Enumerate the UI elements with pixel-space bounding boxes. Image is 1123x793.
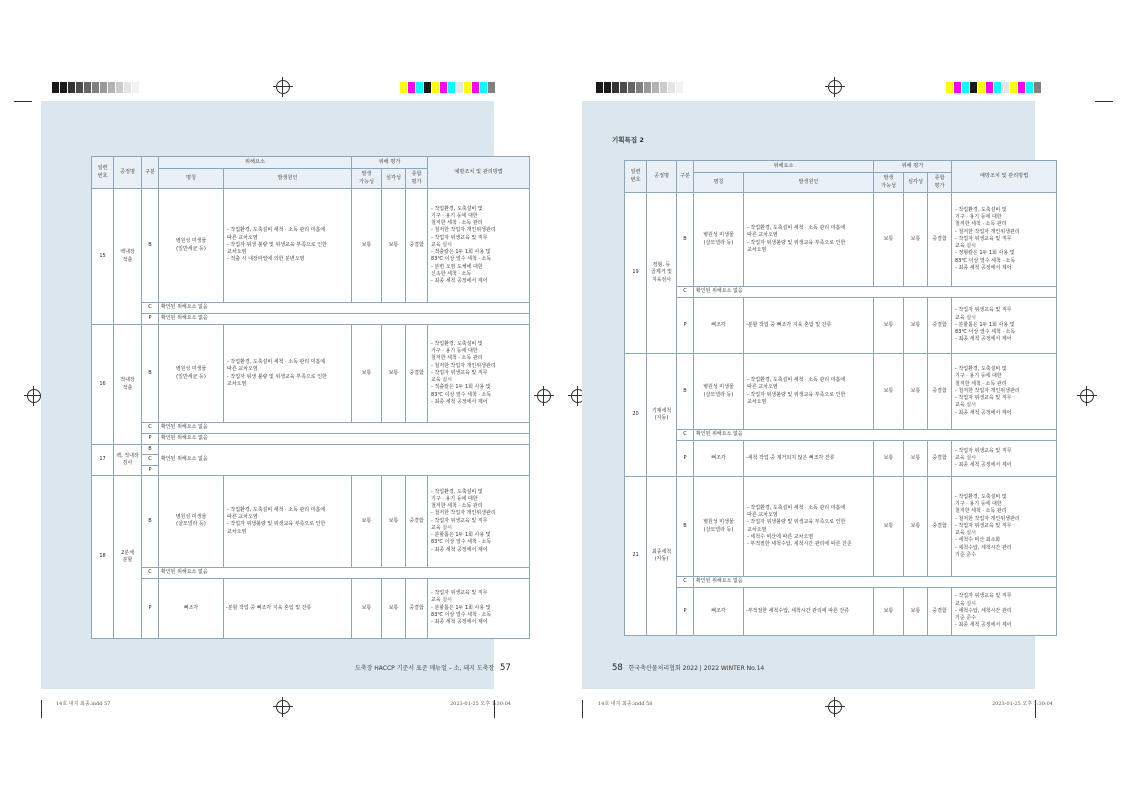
header-cause: 발생원인 [744,173,874,193]
footer-right [612,663,764,673]
page-number: 57 [499,663,511,673]
registration-mark-icon [537,389,551,403]
class-cell: B [142,325,159,423]
hazard-name: 병원성 미생물 (살모넬라 등) [694,193,744,287]
overall: 중결함 [928,477,952,577]
action: - 작업환경, 도축설비 및 기구 · 용기 등에 대한 철저한 세척 · 소독 관리 - 철저한 작업자 개인위생관리 - 작업자 위생교육 및 직무 교육 실시 - 정형칼은 1두 1회 사용 및 83℃ 이상 열수 세척 · 소독 - 최종 세척 공정에서 제어 [952,193,1057,287]
table-row [92,325,530,423]
severity: 보통 [382,325,406,423]
overall: 중결함 [928,354,952,430]
overall: 중결함 [928,441,952,477]
overall: 중결함 [406,325,428,423]
table-row [92,189,530,303]
overall: 중결함 [928,588,952,636]
action: - 작업환경, 도축설비 및 기구 · 용기 등에 대한 철저한 세척 · 소독 관리 - 철저한 작업자 개인위생관리 - 작업자 위생교육 및 직무 교육 실시 - 세척수 비산 최소화 - 세척수압, 세척시간 관리 기준 준수 [952,477,1057,577]
slug-date-right: 2023-01-25 오후 1:30:04 [992,701,1053,707]
likelihood: 보통 [874,441,904,477]
overall: 중결함 [406,578,428,638]
table-row [92,445,530,455]
row-process: 최종세척 (자동) [647,477,677,636]
severity: 보통 [904,588,928,636]
no-hazard-note: 확인된 위해요소 없음 [159,423,530,434]
class-cell: C [142,455,159,465]
severity: 보통 [904,193,928,287]
likelihood: 보통 [352,325,382,423]
action: - 작업자 위생교육 및 직무 교육 실시 - 분할톱은 1두 1회 사용 및 83℃ 이상 열수 세척 · 소독 - 최종 세척 공정에서 제어 [428,578,530,638]
class-cell: B [142,445,159,455]
row-process: 백, 적내장 검사 [114,445,142,476]
likelihood: 보통 [874,477,904,577]
likelihood: 보통 [874,193,904,287]
header-hazard: 위해요소 [694,161,874,173]
table-row [625,354,1057,430]
header-likelihood: 발생 가능성 [874,173,904,193]
class-cell: P [677,298,694,354]
action: - 작업환경, 도축설비 및 기구 · 용기 등에 대한 철저한 세척 · 소독 관리 - 철저한 작업자 개인위생관리 - 작업자 위생교육 및 직무 교육 실시 - 적출칼은 1두 1회 사용 및 83℃ 이상 열수 세척 · 소독 - 분변 오염 도체에 대한 신속한 세척 · 소독 - 최종 세척 공정에서 제어 [428,189,530,303]
action: - 작업환경, 도축설비 및 기구 · 용기 등에 대한 철저한 세척 · 소독 관리 - 철저한 작업자 개인위생관리 - 작업자 위생교육 및 직무 교육 실시 - 분할톱은 1두 1회 사용 및 83℃ 이상 열수 세척 · 소독 - 최종 세척 공정에서 제어 [428,475,530,567]
class-cell: P [677,588,694,636]
no-hazard-note: 확인된 위해요소 없음 [159,303,530,314]
hazard-cause: -분할 작업 중 뼈조각 지육 혼입 및 잔류 [224,578,352,638]
header-overall: 종합 평가 [928,173,952,193]
hazard-table-left [91,156,530,639]
hazard-cause: - 작업환경, 도축설비 세척 · 소독 관리 미흡에 따른 교차오염 - 작업자 위생불량 및 위생교육 부족으로 인한 교차오염 [744,354,874,430]
likelihood: 보통 [874,354,904,430]
header-likelihood: 발생 가능성 [352,169,382,189]
class-cell: P [142,314,159,325]
hazard-name: 뼈조각 [694,298,744,354]
header-class: 구분 [142,157,159,189]
grayscale-bar-left [52,82,140,93]
row-process: 기계세척 (자동) [647,354,677,477]
table-row [625,577,1057,588]
header-hazard: 위해요소 [159,157,352,169]
hazard-name: 병원성 미생물 (살모넬라 등) [694,354,744,430]
table-row [92,475,530,567]
class-cell: P [142,465,159,475]
crop-mark [41,700,42,718]
table-row [625,193,1057,287]
table-row [625,430,1057,441]
hazard-name: 병원성 미생물 (살모넬라 등) [694,477,744,577]
class-cell: B [677,193,694,287]
crop-mark [582,700,583,718]
slug-file-left: 14호 내지 최종.indd 57 [56,701,111,707]
header-name: 명칭 [694,173,744,193]
overall: 중결함 [928,298,952,354]
registration-mark-icon [276,80,290,94]
table-row [92,314,530,325]
class-cell: C [142,567,159,578]
no-hazard-note: 확인된 위해요소 없음 [694,287,1057,298]
hazard-name: 뼈조각 [694,588,744,636]
header-no: 일련 번호 [625,161,647,193]
severity: 보통 [904,298,928,354]
table-row [625,298,1057,354]
table-row [92,303,530,314]
hazard-cause: -부적절한 세척수압, 세척시간 관리에 따른 잔류 [744,588,874,636]
row-process: 2분체 분할 [114,475,142,638]
header-overall: 종합 평가 [406,169,428,189]
hazard-cause: - 작업환경, 도축설비 세척 · 소독 관리 미흡에 따른 교차오염 - 작업자 위생불량 및 위생교육 부족으로 인한 교차오염 [224,475,352,567]
overall: 중결함 [406,189,428,303]
slug-file-right: 14호 내지 최종.indd 58 [598,701,653,707]
class-cell: P [142,434,159,445]
class-cell: C [677,430,694,441]
severity: 보통 [904,477,928,577]
table-row [92,423,530,434]
registration-mark-icon [828,80,842,94]
class-cell: C [142,423,159,434]
registration-mark-icon [27,389,41,403]
page-number: 58 [612,663,623,673]
header-eval: 위해 평가 [874,161,952,173]
table-row [625,287,1057,298]
hazard-cause: - 작업환경, 도축설비 세척 · 소독 관리 미흡에 따른 교차오염 - 작업자 위생 불량 및 위생교육 부족으로 인한 교차오염 [224,325,352,423]
hazard-cause: - 작업환경, 도축설비 세척 · 소독 관리 미흡에 따른 교차오염 - 작업자 위생불량 및 위생교육 부족으로 인한 교차오염 - 세척수 비산에 따른 교차오염 - 부적절한 세척수압, 세척시간 관리에 따른 잔존 [744,477,874,577]
slug-date-left: 2023-01-25 오후 1:30:04 [450,701,511,707]
header-cause: 발생원인 [224,169,352,189]
class-cell: B [677,477,694,577]
footer-left [355,663,511,673]
header-severity: 심각성 [904,173,928,193]
color-bar-left [400,82,496,93]
likelihood: 보통 [874,298,904,354]
hazard-cause: -세척 작업 중 제거되지 않은 뼈조각 잔류 [744,441,874,477]
action: - 작업환경, 도축설비 및 기구 · 용기 등에 대한 철저한 세척 · 소독 관리 - 철저한 작업자 개인위생관리 - 작업자 위생교육 및 직무 교육 실시 - 적출칼은 1두 1회 사용 및 83℃ 이상 열수 세척 · 소독 - 최종 세척 공정에서 제어 [428,325,530,423]
table-row [625,441,1057,477]
row-no: 21 [625,477,647,636]
table-row [92,578,530,638]
action: - 작업환경, 도축설비 및 기구 · 용기 등에 대한 철저한 세척 · 소독 관리 - 철저한 작업자 개인위생관리 - 작업자 위생교육 및 직무 교육 실시 - 최종 세척 공정에서 제어 [952,354,1057,430]
likelihood: 보통 [352,578,382,638]
row-no: 16 [92,325,114,445]
table-row [625,588,1057,636]
likelihood: 보통 [352,475,382,567]
hazard-cause: - 작업환경, 도축설비 세척 · 소독 관리 미흡에 따른 교차오염 - 작업자 위생 불량 및 위생교육 부족으로 인한 교차오염 - 적출 시 내장파열에 의한 분변오염 [224,189,352,303]
row-process: 정형, 등 골제거 및 지육검사 [647,193,677,354]
row-process: 백내장 적출 [114,189,142,325]
header-class: 구분 [677,161,694,193]
header-process: 공정명 [114,157,142,189]
footer-title: 도축장 HACCP 기준서 표준 매뉴얼 – 소, 돼지 도축장 [355,665,495,672]
hazard-cause: - 작업환경, 도축설비 세척 · 소독 관리 미흡에 따른 교차오염 - 작업자 위생불량 및 위생교육 부족으로 인한 교차오염 [744,193,874,287]
severity: 보통 [904,441,928,477]
section-label: 기획특집 2 [612,136,644,144]
overall: 중결함 [406,475,428,567]
action: - 작업자 위생교육 및 직무 교육 실시 - 세척수압, 세척시간 관리 기준 준수 - 최종 세척 공정에서 제어 [952,588,1057,636]
header-eval: 위해 평가 [352,157,428,169]
header-process: 공정명 [647,161,677,193]
row-no: 18 [92,475,114,638]
class-cell: C [677,287,694,298]
no-hazard-note: 확인된 위해요소 없음 [159,445,530,476]
severity: 보통 [382,578,406,638]
hazard-name: 병원성 미생물 (일반세균 등) [159,325,224,423]
severity: 보통 [382,475,406,567]
row-no: 19 [625,193,647,354]
row-process: 적내장 적출 [114,325,142,445]
row-no: 17 [92,445,114,476]
table-row [92,434,530,445]
crop-mark [1095,101,1113,102]
severity: 보통 [382,189,406,303]
crop-mark [14,101,32,102]
class-cell: C [142,303,159,314]
footer-title: 한국축산물처리협회 2022 | 2022 WINTER No.14 [628,665,765,672]
class-cell: P [142,578,159,638]
row-no: 20 [625,354,647,477]
class-cell: P [677,441,694,477]
severity: 보통 [904,354,928,430]
hazard-table-right [624,160,1057,636]
hazard-cause: -분할 작업 중 뼈조각 지육 혼입 및 잔류 [744,298,874,354]
action: - 작업자 위생교육 및 직무 교육 실시 - 최종 세척 공정에서 제어 [952,441,1057,477]
registration-mark-icon [1080,389,1094,403]
hazard-name: 병원성 미생물 (살모넬라 등) [159,475,224,567]
no-hazard-note: 확인된 위해요소 없음 [694,577,1057,588]
hazard-name: 뼈조각 [159,578,224,638]
registration-mark-icon [828,700,842,714]
likelihood: 보통 [352,189,382,303]
color-bar-right [946,82,1042,93]
no-hazard-note: 확인된 위해요소 없음 [694,430,1057,441]
hazard-name: 병원성 미생물 (일반세균 등) [159,189,224,303]
no-hazard-note: 확인된 위해요소 없음 [159,434,530,445]
class-cell: B [142,475,159,567]
header-name: 명칭 [159,169,224,189]
overall: 중결함 [928,193,952,287]
action: - 작업자 위생교육 및 직무 교육 실시 - 분할톱은 1두 1회 사용 및 83℃ 이상 열수 세척 · 소독 - 최종 세척 공정에서 제어 [952,298,1057,354]
likelihood: 보통 [874,588,904,636]
table-row [625,477,1057,577]
row-no: 15 [92,189,114,325]
header-no: 일련 번호 [92,157,114,189]
class-cell: B [142,189,159,303]
header-severity: 심각성 [382,169,406,189]
grayscale-bar-right [596,82,684,93]
table-row [92,567,530,578]
registration-mark-icon [276,700,290,714]
class-cell: C [677,577,694,588]
header-action: 예방조치 및 관리방법 [952,161,1057,193]
no-hazard-note: 확인된 위해요소 없음 [159,314,530,325]
header-action: 예방조치 및 관리방법 [428,157,530,189]
class-cell: B [677,354,694,430]
hazard-name: 뼈조각 [694,441,744,477]
no-hazard-note: 확인된 위해요소 없음 [159,567,530,578]
